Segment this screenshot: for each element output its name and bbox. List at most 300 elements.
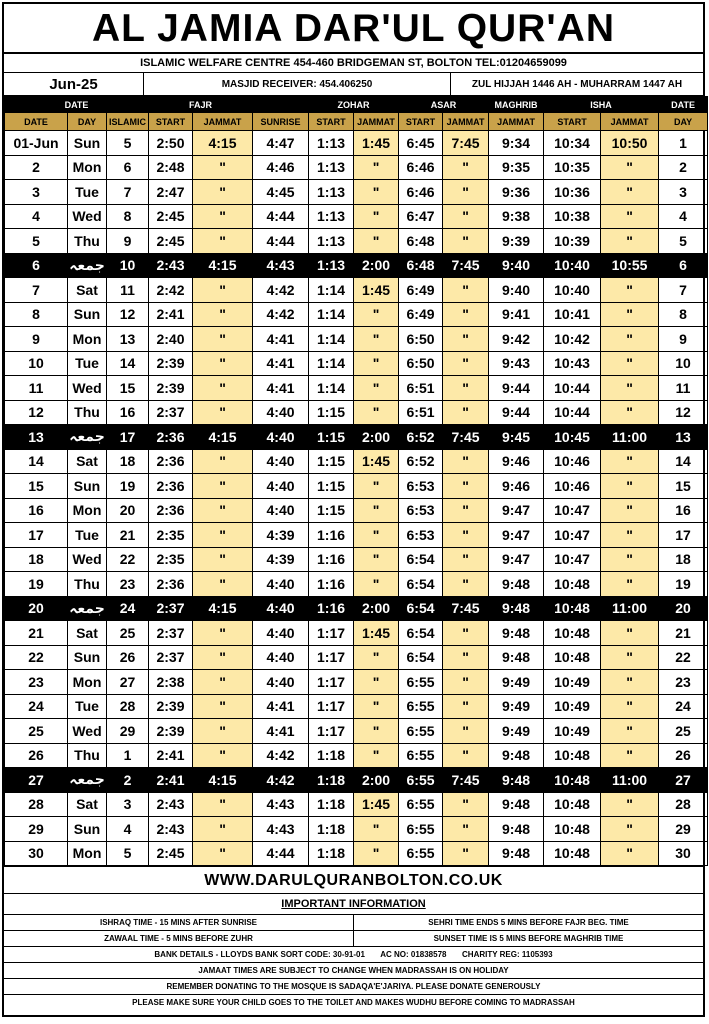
table-cell: 10:42 (544, 327, 601, 352)
table-cell: 1:18 (309, 743, 354, 768)
column-header: SUNRISE (253, 113, 309, 131)
table-cell: 14 (107, 351, 149, 376)
table-cell: 6:54 (399, 572, 443, 597)
table-cell: 9:44 (489, 400, 544, 425)
table-cell: Wed (68, 719, 107, 744)
table-cell: Thu (68, 572, 107, 597)
table-cell: " (354, 327, 399, 352)
table-cell: 1:16 (309, 523, 354, 548)
column-header-row (5, 113, 708, 131)
table-cell: 5 (107, 131, 149, 156)
table-cell: 27 (659, 768, 708, 793)
table-cell: " (601, 474, 659, 499)
table-cell: 9:38 (489, 204, 544, 229)
table-cell: 11:00 (601, 596, 659, 621)
group-isha: ISHA (544, 97, 659, 113)
table-cell: 13 (5, 425, 68, 450)
table-cell: " (443, 498, 489, 523)
table-cell: 1:15 (309, 425, 354, 450)
table-cell: 1:18 (309, 841, 354, 866)
table-cell: 1:17 (309, 670, 354, 695)
table-cell: 3 (659, 180, 708, 205)
table-cell: 21 (659, 621, 708, 646)
table-row (5, 694, 708, 719)
table-cell: " (354, 572, 399, 597)
table-cell: 10:46 (544, 474, 601, 499)
table-cell: " (601, 621, 659, 646)
table-row (5, 498, 708, 523)
group-date-right: DATE (659, 97, 708, 113)
jamaat-note: JAMAAT TIMES ARE SUBJECT TO CHANGE WHEN MADRASSAH IS ON HOLIDAY (4, 963, 703, 979)
table-cell: " (443, 792, 489, 817)
table-cell: Sat (68, 278, 107, 303)
table-cell: 5 (5, 229, 68, 254)
table-cell: 9:48 (489, 768, 544, 793)
table-cell: " (601, 743, 659, 768)
table-row (5, 180, 708, 205)
table-cell: 10:48 (544, 841, 601, 866)
table-cell: Sun (68, 302, 107, 327)
page-title: AL JAMIA DAR'UL QUR'AN (4, 4, 703, 54)
table-cell: " (193, 229, 253, 254)
table-cell: 6 (659, 253, 708, 278)
table-cell: 1:13 (309, 229, 354, 254)
table-cell: Thu (68, 743, 107, 768)
table-cell: 1:15 (309, 498, 354, 523)
table-cell: " (354, 523, 399, 548)
table-row (5, 817, 708, 842)
table-cell: 8 (5, 302, 68, 327)
table-cell: 25 (107, 621, 149, 646)
table-cell: 6:50 (399, 327, 443, 352)
table-cell: " (601, 351, 659, 376)
table-cell: " (193, 547, 253, 572)
table-cell: 9:45 (489, 425, 544, 450)
table-cell: 2:43 (149, 253, 193, 278)
table-cell: 11 (659, 376, 708, 401)
table-row (5, 841, 708, 866)
table-cell: 10:41 (544, 302, 601, 327)
table-cell: 1:14 (309, 278, 354, 303)
table-cell: 4:15 (193, 131, 253, 156)
group-sunrise-blank (253, 97, 309, 113)
table-cell: 2:50 (149, 131, 193, 156)
table-cell: جمعہ (68, 768, 107, 793)
table-cell: 4:40 (253, 474, 309, 499)
table-cell: " (443, 817, 489, 842)
table-cell: Tue (68, 180, 107, 205)
table-cell: 2:39 (149, 376, 193, 401)
table-cell: 8 (659, 302, 708, 327)
table-cell: " (443, 694, 489, 719)
table-cell: " (601, 498, 659, 523)
table-cell: 10:48 (544, 572, 601, 597)
table-cell: " (193, 155, 253, 180)
table-cell: Tue (68, 694, 107, 719)
table-cell: 7 (659, 278, 708, 303)
table-cell: 6:55 (399, 670, 443, 695)
table-cell: 11 (107, 278, 149, 303)
table-cell: " (443, 645, 489, 670)
table-cell: " (601, 817, 659, 842)
table-cell: 4:15 (193, 596, 253, 621)
table-cell: 10:48 (544, 817, 601, 842)
table-cell: Sun (68, 817, 107, 842)
table-cell: 5 (659, 229, 708, 254)
table-cell: 4:39 (253, 547, 309, 572)
table-cell: " (193, 694, 253, 719)
table-cell: 4:40 (253, 621, 309, 646)
table-cell: 10:35 (544, 155, 601, 180)
table-cell: " (601, 449, 659, 474)
table-cell: 9:39 (489, 229, 544, 254)
table-cell: 2:43 (149, 817, 193, 842)
table-row (5, 351, 708, 376)
table-cell: " (354, 400, 399, 425)
table-cell: 10:39 (544, 229, 601, 254)
column-header: START (544, 113, 601, 131)
table-cell: 9:48 (489, 645, 544, 670)
table-cell: 4:15 (193, 253, 253, 278)
table-cell: " (443, 474, 489, 499)
table-cell: 9 (5, 327, 68, 352)
table-cell: 18 (659, 547, 708, 572)
table-cell: 2:36 (149, 474, 193, 499)
column-header: DATE (5, 113, 68, 131)
receiver-label: MASJID RECEIVER: 454.406250 (144, 73, 451, 95)
table-cell: 10 (107, 253, 149, 278)
table-row (5, 523, 708, 548)
table-cell: 2:45 (149, 204, 193, 229)
table-cell: " (601, 841, 659, 866)
table-cell: 9:40 (489, 278, 544, 303)
info-pair-1 (4, 915, 703, 931)
table-cell: 1:15 (309, 400, 354, 425)
group-header-row (5, 97, 708, 113)
table-cell: 6:55 (399, 743, 443, 768)
table-row (5, 131, 708, 156)
table-cell: 1:15 (309, 449, 354, 474)
table-row (5, 229, 708, 254)
table-cell: 9:36 (489, 180, 544, 205)
table-cell: 24 (107, 596, 149, 621)
table-cell: 9 (659, 327, 708, 352)
table-cell: 6:55 (399, 768, 443, 793)
table-cell: 6:49 (399, 278, 443, 303)
table-row (5, 155, 708, 180)
table-cell: " (601, 572, 659, 597)
table-cell: " (354, 743, 399, 768)
table-row (5, 327, 708, 352)
table-cell: 7 (107, 180, 149, 205)
table-cell: 19 (107, 474, 149, 499)
table-cell: جمعہ (68, 253, 107, 278)
ishraq-note: ISHRAQ TIME - 15 MINS AFTER SUNRISE (4, 915, 354, 930)
table-cell: 5 (107, 841, 149, 866)
column-header: DAY (659, 113, 708, 131)
table-cell: 10:47 (544, 498, 601, 523)
table-cell: " (601, 204, 659, 229)
info-row (4, 73, 703, 96)
group-zohar: ZOHAR (309, 97, 399, 113)
table-cell: Mon (68, 498, 107, 523)
timetable-sheet (2, 2, 705, 1017)
table-cell: 6:55 (399, 694, 443, 719)
table-cell: " (601, 302, 659, 327)
table-cell: Mon (68, 670, 107, 695)
table-cell: 10:50 (601, 131, 659, 156)
table-cell: Thu (68, 229, 107, 254)
table-cell: 1:45 (354, 278, 399, 303)
table-cell: " (193, 204, 253, 229)
table-cell: 11:00 (601, 425, 659, 450)
table-cell: 10:48 (544, 596, 601, 621)
table-cell: 22 (659, 645, 708, 670)
table-cell: 6 (5, 253, 68, 278)
table-cell: 9:48 (489, 596, 544, 621)
group-fajr: FAJR (149, 97, 253, 113)
table-cell: 6:50 (399, 351, 443, 376)
table-cell: 10:49 (544, 694, 601, 719)
table-cell: 9:40 (489, 253, 544, 278)
table-row-friday (5, 425, 708, 450)
hijri-label: ZUL HIJJAH 1446 AH - MUHARRAM 1447 AH (471, 78, 683, 90)
table-cell: 1:14 (309, 327, 354, 352)
table-cell: " (443, 180, 489, 205)
table-cell: 4:46 (253, 155, 309, 180)
table-cell: 10:44 (544, 400, 601, 425)
table-cell: 17 (107, 425, 149, 450)
table-cell: 16 (107, 400, 149, 425)
table-cell: 9:47 (489, 498, 544, 523)
table-cell: 1:16 (309, 547, 354, 572)
table-cell: 6:49 (399, 302, 443, 327)
table-cell: 1:45 (354, 792, 399, 817)
table-cell: " (601, 547, 659, 572)
table-cell: 2 (5, 155, 68, 180)
table-cell: 10:38 (544, 204, 601, 229)
table-cell: 1:14 (309, 351, 354, 376)
table-cell: " (193, 376, 253, 401)
table-cell: 1:13 (309, 204, 354, 229)
table-cell: 1:14 (309, 376, 354, 401)
table-cell: 10:48 (544, 743, 601, 768)
table-cell: 20 (659, 596, 708, 621)
table-cell: 10:34 (544, 131, 601, 156)
table-cell: 2:36 (149, 425, 193, 450)
table-cell: 9:47 (489, 523, 544, 548)
table-cell: " (193, 302, 253, 327)
table-cell: 10:48 (544, 792, 601, 817)
table-cell: 4:40 (253, 425, 309, 450)
table-cell: " (443, 327, 489, 352)
table-cell: " (601, 376, 659, 401)
table-cell: 1:18 (309, 792, 354, 817)
table-cell: 2:48 (149, 155, 193, 180)
table-cell: 10:43 (544, 351, 601, 376)
table-cell: 10:40 (544, 278, 601, 303)
table-cell: 9 (107, 229, 149, 254)
table-cell: 4:41 (253, 351, 309, 376)
table-cell: " (443, 204, 489, 229)
table-cell: 10:40 (544, 253, 601, 278)
table-cell: " (443, 229, 489, 254)
table-cell: 2:37 (149, 621, 193, 646)
table-cell: " (193, 817, 253, 842)
table-cell: 2:36 (149, 449, 193, 474)
table-cell: 6:46 (399, 155, 443, 180)
column-header: ISLAMIC (107, 113, 149, 131)
table-cell: 27 (107, 670, 149, 695)
table-cell: Sun (68, 645, 107, 670)
table-row (5, 547, 708, 572)
table-cell: 9:46 (489, 474, 544, 499)
table-row (5, 670, 708, 695)
table-cell: 4:41 (253, 376, 309, 401)
group-date: DATE (5, 97, 149, 113)
table-cell: 11:00 (601, 768, 659, 793)
table-cell: " (443, 278, 489, 303)
table-cell: 2:37 (149, 400, 193, 425)
table-cell: 2:45 (149, 229, 193, 254)
table-cell: 17 (659, 523, 708, 548)
table-cell: " (601, 278, 659, 303)
table-cell: 4:40 (253, 400, 309, 425)
table-cell: 1:13 (309, 131, 354, 156)
table-cell: 6:48 (399, 253, 443, 278)
table-cell: 4:43 (253, 253, 309, 278)
table-cell: 2:41 (149, 302, 193, 327)
table-cell: Tue (68, 523, 107, 548)
table-cell: 2:39 (149, 351, 193, 376)
table-cell: " (443, 621, 489, 646)
table-cell: " (601, 792, 659, 817)
table-cell: " (193, 327, 253, 352)
table-cell: 14 (659, 449, 708, 474)
bank-details: BANK DETAILS - LLOYDS BANK SORT CODE: 30-91-01 AC NO: 01838578 CHARITY REG: 1105393 (4, 947, 703, 963)
table-cell: 6:54 (399, 596, 443, 621)
table-cell: 6 (107, 155, 149, 180)
table-cell: " (443, 743, 489, 768)
table-cell: 2 (107, 768, 149, 793)
table-cell: 1:15 (309, 474, 354, 499)
table-cell: " (193, 621, 253, 646)
table-cell: جمعہ (68, 596, 107, 621)
column-header: START (309, 113, 354, 131)
table-row (5, 645, 708, 670)
website-link[interactable]: WWW.DARULQURANBOLTON.CO.UK (4, 866, 703, 894)
table-cell: 1 (107, 743, 149, 768)
table-cell: 6:53 (399, 523, 443, 548)
table-row (5, 376, 708, 401)
table-cell: 9:49 (489, 670, 544, 695)
table-cell: 2:37 (149, 645, 193, 670)
table-cell: 9:48 (489, 572, 544, 597)
table-cell: " (193, 670, 253, 695)
table-cell: 16 (5, 498, 68, 523)
table-cell: " (193, 719, 253, 744)
table-cell: 1:13 (309, 253, 354, 278)
table-row-friday (5, 596, 708, 621)
table-cell: 6:51 (399, 376, 443, 401)
table-cell: 4:41 (253, 327, 309, 352)
table-cell: 4:40 (253, 572, 309, 597)
table-cell: 4:44 (253, 204, 309, 229)
table-cell: 9:47 (489, 547, 544, 572)
column-header: JAMMAT (601, 113, 659, 131)
table-cell: 6:48 (399, 229, 443, 254)
table-cell: 2:39 (149, 694, 193, 719)
table-cell: " (601, 694, 659, 719)
table-cell: 6:55 (399, 841, 443, 866)
table-cell: Sat (68, 792, 107, 817)
table-cell: 4 (659, 204, 708, 229)
table-cell: " (354, 302, 399, 327)
table-cell: " (601, 327, 659, 352)
table-cell: 10:48 (544, 621, 601, 646)
table-cell: " (443, 376, 489, 401)
table-cell: 6:54 (399, 547, 443, 572)
table-cell: 10:47 (544, 523, 601, 548)
table-cell: 30 (659, 841, 708, 866)
table-cell: 4:47 (253, 131, 309, 156)
table-cell: " (601, 155, 659, 180)
table-cell: " (354, 719, 399, 744)
table-cell: Mon (68, 841, 107, 866)
table-cell: 10:55 (601, 253, 659, 278)
table-cell: 9:48 (489, 817, 544, 842)
table-cell: " (193, 278, 253, 303)
table-row (5, 302, 708, 327)
table-cell: Tue (68, 351, 107, 376)
table-cell: 2:45 (149, 841, 193, 866)
table-cell: 9:48 (489, 621, 544, 646)
group-asar: ASAR (399, 97, 489, 113)
donate-note: REMEMBER DONATING TO THE MOSQUE IS SADAQA'E'JARIYA. PLEASE DONATE GENEROUSLY (4, 979, 703, 995)
table-cell: 4:42 (253, 278, 309, 303)
table-cell: 25 (659, 719, 708, 744)
table-cell: 4:41 (253, 719, 309, 744)
address-line: ISLAMIC WELFARE CENTRE 454-460 BRIDGEMAN ST, BOLTON TEL:01204659099 (4, 54, 703, 73)
table-cell: 9:49 (489, 694, 544, 719)
table-cell: 15 (5, 474, 68, 499)
table-cell: Wed (68, 547, 107, 572)
table-cell: " (193, 645, 253, 670)
table-cell: 8 (107, 204, 149, 229)
info-pair-2 (4, 931, 703, 947)
table-cell: 3 (5, 180, 68, 205)
table-cell: 10:49 (544, 719, 601, 744)
table-cell: " (601, 670, 659, 695)
table-cell: Sat (68, 621, 107, 646)
table-cell: Sun (68, 131, 107, 156)
prayer-times-table (4, 96, 708, 866)
table-cell: 2:38 (149, 670, 193, 695)
table-cell: 1:45 (354, 449, 399, 474)
column-header: DAY (68, 113, 107, 131)
table-cell: 10:36 (544, 180, 601, 205)
table-cell: " (443, 719, 489, 744)
table-cell: " (443, 351, 489, 376)
table-cell: 1:45 (354, 131, 399, 156)
table-cell: " (354, 817, 399, 842)
table-cell: 6:54 (399, 621, 443, 646)
table-cell: 21 (107, 523, 149, 548)
table-cell: 11 (5, 376, 68, 401)
table-cell: 9:41 (489, 302, 544, 327)
table-cell: " (443, 523, 489, 548)
table-cell: 2:43 (149, 792, 193, 817)
